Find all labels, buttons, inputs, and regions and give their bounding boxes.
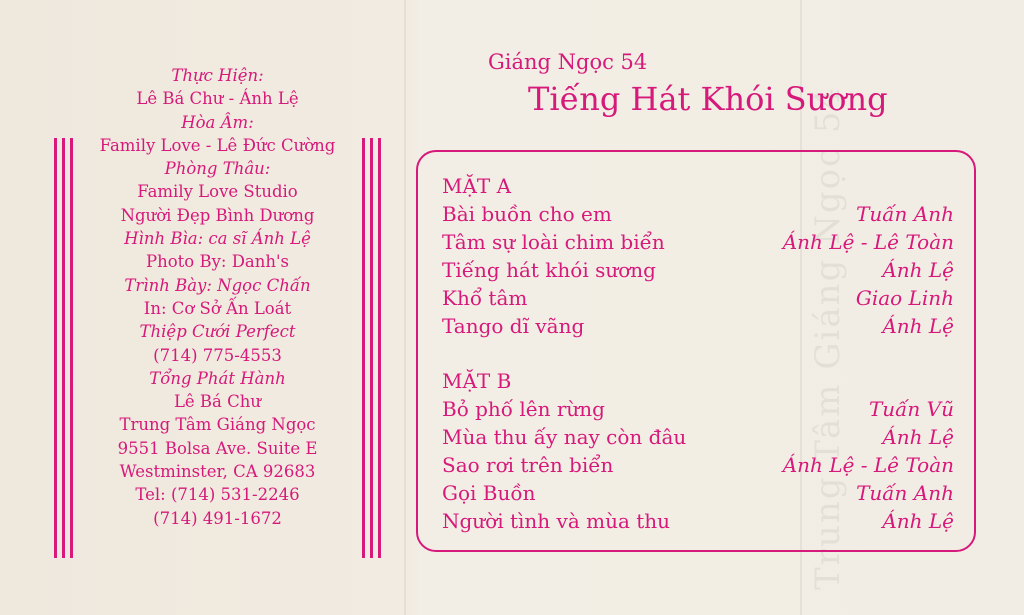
track-artist: Ánh Lệ [882, 314, 954, 338]
track-title: Tango dĩ vãng [442, 314, 585, 338]
embossed-watermark: Trung Tâm Giáng Ngọc 54 [808, 85, 848, 590]
credit-line: Westminster, CA 92683 [119, 462, 316, 482]
side-b-heading: MẶT B [442, 369, 512, 393]
credit-line: Hình Bìa: ca sĩ Ánh Lệ [124, 229, 311, 249]
track-row [442, 230, 954, 258]
track-artist: Tuấn Vũ [868, 397, 954, 421]
credit-line: Thực Hiện: [171, 66, 264, 85]
left-rule [54, 138, 57, 558]
track-title: Bỏ phố lên rừng [442, 397, 605, 421]
track-title: Tiếng hát khói sương [442, 258, 656, 282]
track-title: Khổ tâm [442, 286, 528, 310]
track-row [442, 509, 954, 537]
track-artist: Giao Linh [855, 286, 954, 310]
track-row [442, 397, 954, 425]
track-artist: Ánh Lệ [882, 509, 954, 533]
credit-line: Family Love - Lê Đức Cường [99, 135, 336, 155]
track-artist: Tuấn Anh [856, 481, 954, 505]
track-row [442, 481, 954, 509]
credit-line: Phòng Thâu: [164, 159, 271, 179]
right-rule [378, 138, 381, 558]
credit-line: Người Đẹp Bình Dương [120, 205, 315, 225]
credit-line: Family Love Studio [137, 182, 298, 202]
credit-line: Tổng Phát Hành [149, 368, 286, 388]
credit-line: Tel: (714) 531-2246 [135, 485, 300, 505]
credit-line: Lê Bá Chư [173, 392, 262, 412]
credit-line: (714) 491-1672 [153, 508, 282, 528]
left-rule [70, 138, 73, 558]
right-rule [370, 138, 373, 558]
track-title: Gọi Buồn [442, 481, 536, 505]
album-title: Tiếng Hát Khói Sương [528, 80, 888, 118]
track-title: Mùa thu ấy nay còn đâu [442, 425, 687, 449]
track-artist: Ánh Lệ [882, 425, 954, 449]
credit-line: 9551 Bolsa Ave. Suite E [117, 438, 318, 458]
track-row [442, 453, 954, 481]
track-artist: Ánh Lệ - Lê Toàn [782, 230, 954, 254]
credit-line: In: Cơ Sở Ấn Loát [143, 298, 292, 318]
credits-panel [80, 64, 355, 530]
track-title: Tâm sự loài chim biển [442, 230, 665, 254]
track-row [442, 202, 954, 230]
credit-line: Thiệp Cưới Perfect [139, 322, 296, 342]
left-rule [62, 138, 65, 558]
track-row [442, 286, 954, 314]
track-title: Sao rơi trên biển [442, 453, 614, 477]
track-artist: Tuấn Anh [856, 202, 954, 226]
credit-line: Photo By: Danh's [145, 252, 290, 272]
credit-line: Hòa Âm: [181, 112, 254, 132]
credit-line: Trình Bày: Ngọc Chấn [124, 275, 311, 295]
track-row [442, 258, 954, 286]
track-title: Người tình và mùa thu [442, 509, 671, 533]
track-row [442, 425, 954, 453]
track-artist: Ánh Lệ - Lê Toàn [782, 453, 954, 477]
credit-line: (714) 775-4553 [153, 345, 282, 365]
series-label: Giáng Ngọc 54 [488, 50, 648, 74]
track-row [442, 314, 954, 342]
credit-line: Lê Bá Chư - Ánh Lệ [136, 89, 299, 109]
track-title: Bài buồn cho em [442, 202, 612, 226]
track-artist: Ánh Lệ [882, 258, 954, 282]
fold-line [404, 0, 406, 615]
right-rule [362, 138, 365, 558]
side-a-heading: MẶT A [442, 174, 512, 198]
credit-line: Trung Tâm Giáng Ngọc [119, 415, 316, 435]
